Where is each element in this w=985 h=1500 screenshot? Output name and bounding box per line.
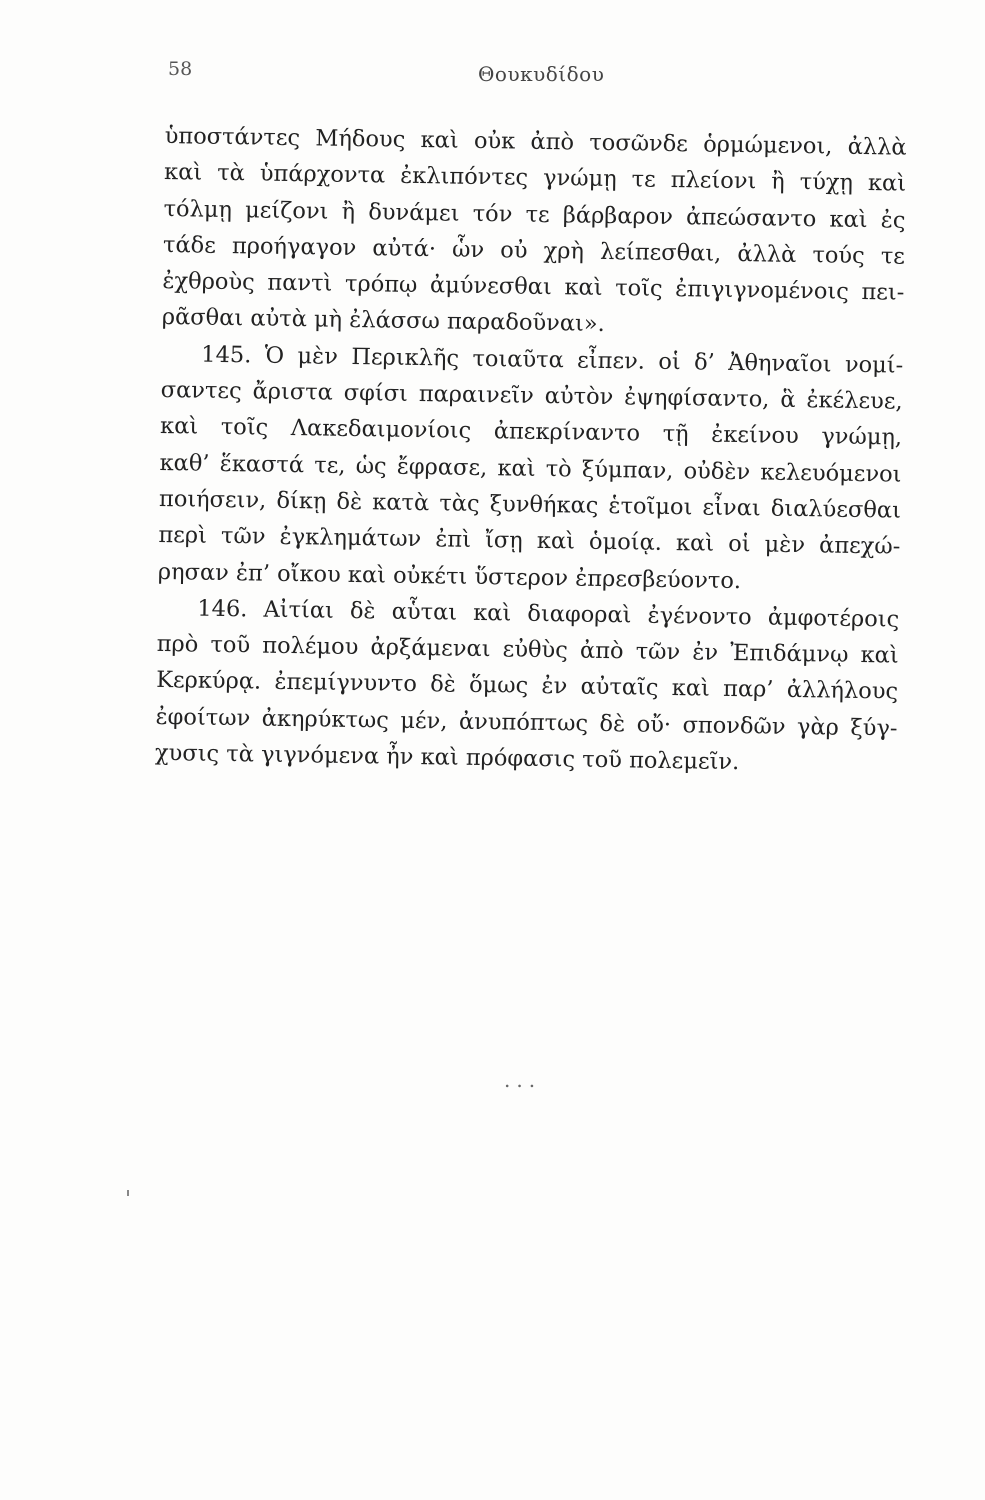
section-146-start: 146. Αἰτίαι δὲ αὗται καὶ διαφοραὶ ἐγένοντο ἀμφοτέροις [197, 595, 900, 633]
text-line: ρᾶσθαι αὐτὰ μὴ ἐλάσσω παραδοῦναι». [161, 304, 605, 338]
text-line: Κερκύρᾳ. ἐπεμίγνυντο δὲ ὅμως ἐν αὐταῖς καὶ παρ’ ἀλλήλους [155, 667, 899, 706]
page-number: 58 [168, 58, 193, 80]
print-speck [127, 1190, 129, 1196]
text-line: τόλμῃ μείζονι ἢ δυνάμει τόν τε βάρβαρον ἀπεώσαντο καὶ ἐς [163, 195, 906, 234]
text-line: καθ’ ἕκαστά τε, ὡς ἔφρασε, καὶ τὸ ξύμπαν, οὐδὲν κελευόμενοι [159, 449, 902, 488]
text-line: καὶ τὰ ὑπάρχοντα ἐκλιπόντες γνώμῃ τε πλείονι ἢ τύχῃ καὶ [163, 159, 907, 197]
text-line: σαντες ἄριστα σφίσι παραινεῖν αὐτὸν ἐψηφίσαντο, ἃ ἐκέλευε, [160, 377, 903, 415]
body-text [155, 118, 907, 783]
text-line: ποιήσειν, δίκῃ δὲ κατὰ τὰς ξυνθήκας ἑτοῖμοι εἶναι διαλύεσθαι [158, 485, 902, 524]
text-line: πρὸ τοῦ πολέμου ἀρξάμεναι εὐθὺς ἀπὸ τῶν ἐν Ἐπιδάμνῳ καὶ [156, 631, 899, 669]
text-line: καὶ τοῖς Λακεδαιμονίοις ἀπεκρίναντο τῇ ἐκείνου γνώμῃ, [159, 413, 903, 451]
text-line: ὑποστάντες Μήδους καὶ οὐκ ἀπὸ τοσῶνδε ὁρμώμενοι, ἀλλὰ [164, 122, 907, 161]
text-line: χυσις τὰ γιγνόμενα ἦν καὶ πρόφασις τοῦ πολεμεῖν. [154, 739, 740, 776]
text-line: ἐφοίτων ἀκηρύκτως μέν, ἀνυπόπτως δὲ οὔ· σπονδῶν γὰρ ξύγ- [155, 703, 898, 742]
text-line: περὶ τῶν ἐγκλημάτων ἐπὶ ἴσῃ καὶ ὁμοίᾳ. καὶ οἱ μὲν ἀπεχώ- [158, 522, 901, 560]
running-title: Θουκυδίδου [478, 62, 605, 86]
text-line: τάδε προήγαγον αὐτά· ὧν οὐ χρὴ λείπεσθαι, ἀλλὰ τούς τε [162, 231, 906, 270]
section-145-start: 145. Ὁ μὲν Περικλῆς τοιαῦτα εἶπεν. οἱ δ’ Ἀθηναῖοι νομί- [201, 341, 904, 379]
ornament-dots: ... [504, 1068, 542, 1092]
text-line: ἐχθροὺς παντὶ τρόπῳ ἀμύνεσθαι καὶ τοῖς ἐπιγιγνομένοις πει- [162, 268, 905, 306]
text-line: ρησαν ἐπ’ οἴκου καὶ οὐκέτι ὕστερον ἐπρεσβεύοντο. [157, 558, 742, 594]
